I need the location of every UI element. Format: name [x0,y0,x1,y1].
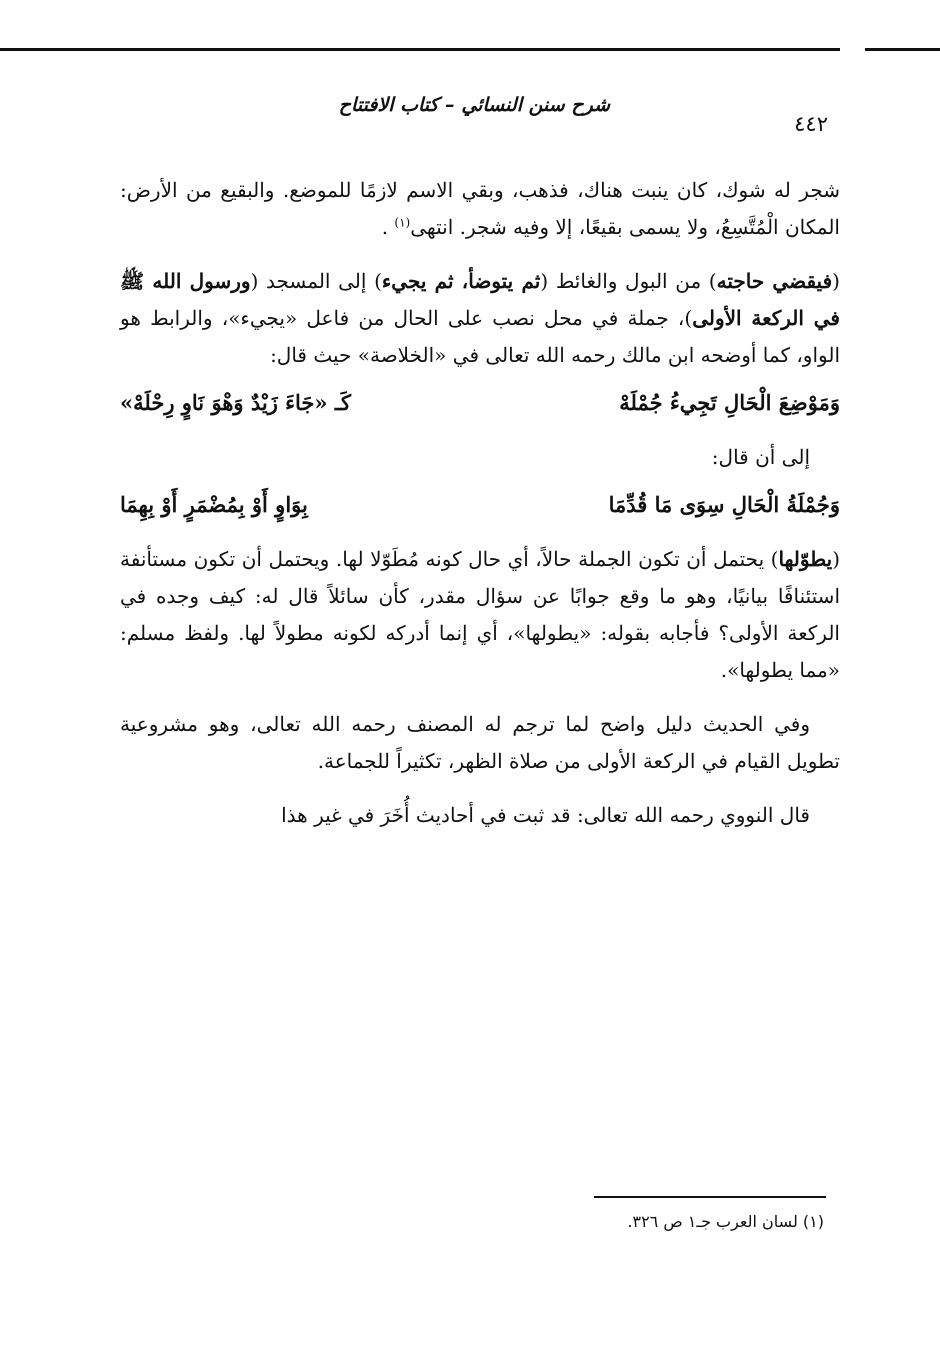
page-number: ٤٤٢ [794,112,828,136]
verse-1 [120,384,840,421]
verse-1-second-hemistich: كَـ «جَاءَ زَيْدٌ وَهْوَ نَاوٍ رِحْلَهْ» [120,390,351,415]
paragraph-3: إلى أن قال: [711,445,810,469]
body-text [120,172,840,851]
verse-2-second-hemistich: بِوَاوٍ أَوْ بِمُضْمَرٍ أَوْ بِهِمَا [120,492,308,517]
footnote-marker: (١) [394,215,411,230]
footnote: (١) لسان العرب جـ١ ص ٣٢٦. [627,1212,824,1231]
verse-2-first-hemistich: وَجُمْلَةُ الْحَالِ سِوَى مَا قُدِّمَا [608,492,840,517]
verse-1-first-hemistich: وَمَوْضِعَ الْحَالِ تَجِيءُ جُمْلَهْ [619,390,840,415]
verse-2 [120,486,840,523]
paragraph-2: (فيقضي حاجته) من البول والغائط (ثم يتوضأ، ثم يجيء) إلى المسجد (ورسول الله ﷺ في الركعة الأولى)، جملة في محل نصب على الحال من فاعل «يجيء»، والرابط هو الواو، كما أوضحه ابن مالك رحمه الله تعالى في «الخلاصة» حيث قال: [120,269,840,367]
paragraph-5: وفي الحديث دليل واضح لما ترجم له المصنف رحمه الله تعالى، وهو مشروعية تطويل القيام في الركعة الأولى من صلاة الظهر، تكثيراً للجماعة. [120,712,840,773]
paragraph-6: قال النووي رحمه الله تعالى: قد ثبت في أحاديث أُخَرَ في غير هذا [281,803,810,827]
paragraph-1: شجر له شوك، كان ينبت هناك، فذهب، وبقي الاسم لازمًا للموضع. والبقيع من الأرض: المكان الْمُتَّسِعُ، ولا يسمى بقيعًا، إلا وفيه شجر. انتهى$^{(١)}$ . [120,178,840,239]
running-title: شرح سنن النسائي – كتاب الافتتاح [338,94,610,116]
footnote-rule [594,1196,826,1198]
header-rule [0,48,840,51]
paragraph-4: (يطوّلها) يحتمل أن تكون الجملة حالاً، أي حال كونه مُطَوّلا لها. ويحتمل أن تكون مستأنفة استئنافًا بيانيًا، وهو ما وقع جوابًا عن سؤال مقدر، كأن سائلاً قال له: كيف وجده في الركعة الأولى؟ فأجابه بقوله: «يطولها»، أي إنما أدركه لكونه مطولاً لها. ولفظ مسلم: «مما يطولها». [120,547,840,682]
page-number-rule [865,48,940,51]
page-header [120,92,840,152]
